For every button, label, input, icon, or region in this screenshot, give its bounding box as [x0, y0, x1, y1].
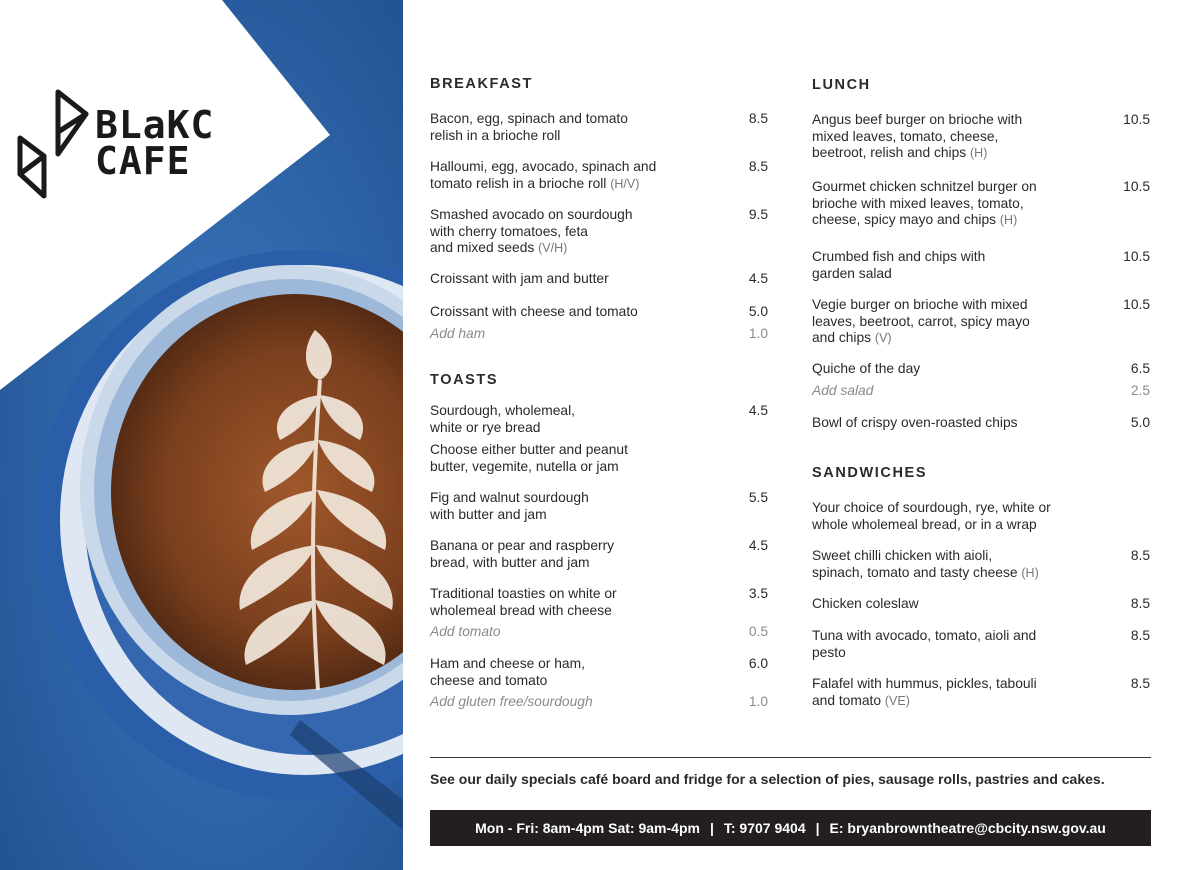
item-text: Traditional toasties on white or wholemeal bread with cheese [430, 586, 617, 618]
addon-name [812, 383, 1082, 400]
section-title-lunch: LUNCH [812, 77, 871, 93]
item-text: Add ham [430, 326, 486, 341]
item-price: 10.5 [1123, 179, 1150, 194]
item-text: Sourdough, wholemeal, white or rye bread [430, 403, 575, 435]
dietary-tag: (VE) [884, 693, 910, 708]
item-name [430, 490, 700, 523]
item-price: 4.5 [748, 538, 768, 553]
item-name [430, 656, 700, 689]
item-name [812, 297, 1082, 347]
item-name [812, 249, 1082, 282]
addon-name [430, 326, 700, 343]
item-price: 5.5 [748, 490, 768, 505]
item-price: 8.5 [748, 111, 768, 126]
item-price: 5.0 [748, 304, 768, 319]
item-price: 8.5 [1130, 596, 1150, 611]
item-text: Tuna with avocado, tomato, aioli and pesto [812, 628, 1037, 660]
item-name [430, 271, 700, 288]
item-price: 8.5 [1130, 676, 1150, 691]
item-text: Falafel with hummus, pickles, tabouli and tomato [812, 676, 1037, 708]
item-name [430, 111, 700, 144]
phone-number[interactable]: T: 9707 9404 [723, 820, 806, 836]
item-text: Your choice of sourdough, rye, white or whole wholemeal bread, or in a wrap [812, 500, 1051, 532]
cafe-logo [14, 86, 224, 206]
addon-price: 2.5 [1130, 383, 1150, 398]
item-name [812, 361, 1082, 378]
item-name [812, 548, 1082, 581]
item-text: Croissant with cheese and tomato [430, 304, 638, 319]
item-text: Bacon, egg, spinach and tomato relish in a brioche roll [430, 111, 628, 143]
email-address[interactable]: E: bryanbrowntheatre@cbcity.nsw.gov.au [829, 820, 1106, 836]
item-text: Fig and walnut sourdough with butter and jam [430, 490, 589, 522]
separator: | [815, 820, 820, 836]
item-text: Gourmet chicken schnitzel burger on brioche with mixed leaves, tomato, cheese, spicy mayo and chips [812, 179, 1037, 227]
item-text: Banana or pear and raspberry bread, with butter and jam [430, 538, 615, 570]
item-name [812, 676, 1082, 709]
logo-mark-icon [14, 86, 94, 206]
item-text: Smashed avocado on sourdough with cherry tomatoes, feta and mixed seeds [430, 207, 633, 255]
addon-name [430, 694, 700, 711]
item-price: 8.5 [748, 159, 768, 174]
item-price: 6.0 [748, 656, 768, 671]
item-name [430, 403, 700, 436]
specials-note: See our daily specials café board and fridge for a selection of pies, sausage rolls, pastries and cakes. [430, 771, 1105, 787]
item-text: Croissant with jam and butter [430, 271, 609, 286]
item-name [812, 112, 1082, 162]
item-text: Add gluten free/sourdough [430, 694, 593, 709]
item-price: 8.5 [1130, 548, 1150, 563]
section-title-breakfast: BREAKFAST [430, 76, 534, 92]
item-name [430, 207, 700, 257]
item-name [430, 586, 700, 619]
dietary-tag: (H) [1021, 565, 1039, 580]
item-text: Choose either butter and peanut butter, vegemite, nutella or jam [430, 442, 628, 474]
dietary-tag: (V) [874, 331, 892, 345]
item-price: 4.5 [748, 271, 768, 286]
item-name [812, 415, 1082, 432]
item-text: Add salad [812, 383, 874, 398]
logo-line-2: CAFE [95, 139, 191, 183]
item-note [430, 442, 700, 475]
dietary-tag: (H) [999, 213, 1018, 227]
addon-price: 1.0 [748, 326, 768, 341]
section-title-toasts: TOASTS [430, 372, 499, 388]
separator: | [709, 820, 714, 836]
item-text: Add tomato [430, 624, 501, 639]
opening-hours: Mon - Fri: 8am-4pm Sat: 9am-4pm [475, 820, 700, 836]
dietary-tag: (H) [970, 146, 988, 160]
item-price: 4.5 [748, 403, 768, 418]
section-title-sandwiches: SANDWICHES [812, 465, 928, 481]
item-text: Crumbed fish and chips with garden salad [812, 249, 986, 281]
item-price: 10.5 [1123, 297, 1150, 312]
dietary-tag: (V/H) [538, 241, 568, 255]
item-price: 9.5 [748, 207, 768, 222]
item-text: Vegie burger on brioche with mixed leaves, beetroot, carrot, spicy mayo and chips [812, 297, 1030, 345]
item-name [812, 179, 1082, 229]
item-price: 10.5 [1123, 249, 1150, 264]
item-name [430, 538, 700, 571]
logo-line-1: BLaKC [95, 103, 215, 147]
item-name [430, 159, 700, 192]
addon-price: 0.5 [748, 624, 768, 639]
item-text: Halloumi, egg, avocado, spinach and tomato relish in a brioche roll [430, 159, 657, 191]
item-text: Chicken coleslaw [812, 596, 919, 611]
item-text: Quiche of the day [812, 361, 921, 376]
coffee-photo [0, 0, 403, 870]
item-note [812, 500, 1112, 533]
item-name [812, 596, 1082, 613]
item-price: 8.5 [1130, 628, 1150, 643]
addon-name [430, 624, 700, 641]
divider [430, 757, 1151, 758]
item-name [430, 304, 700, 321]
addon-price: 1.0 [748, 694, 768, 709]
item-text: Angus beef burger on brioche with mixed leaves, tomato, cheese, beetroot, relish and chips [812, 112, 1023, 160]
cafe-logo-text [95, 103, 215, 183]
item-price: 5.0 [1130, 415, 1150, 430]
item-text: Sweet chilli chicken with aioli, spinach, tomato and tasty cheese [812, 548, 1018, 580]
dietary-tag: (H/V) [610, 176, 640, 191]
item-price: 10.5 [1123, 112, 1150, 127]
item-name [812, 628, 1082, 661]
item-price: 3.5 [748, 586, 768, 601]
item-text: Ham and cheese or ham, cheese and tomato [430, 656, 585, 688]
item-text: Bowl of crispy oven-roasted chips [812, 415, 1018, 430]
contact-bar [430, 810, 1151, 846]
item-price: 6.5 [1130, 361, 1150, 376]
